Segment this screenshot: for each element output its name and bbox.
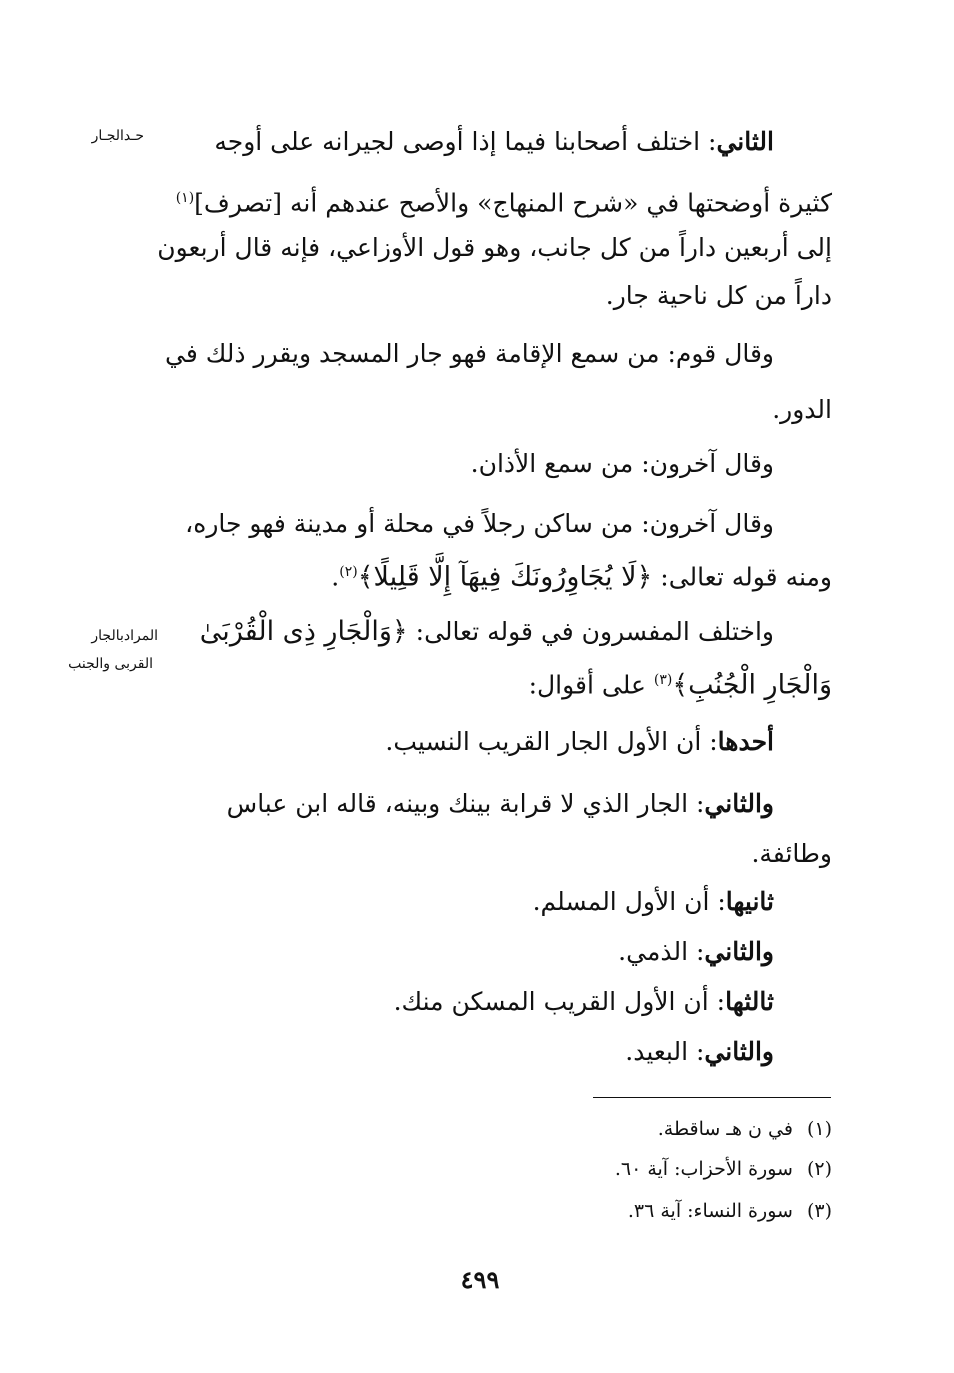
paragraph-line — [394, 982, 774, 1022]
paragraph-line — [385, 722, 774, 762]
margin-note-mid: المرادبالجار — [91, 628, 158, 644]
footnote-text: سورة الأحزاب: آية ٦٠. — [614, 1158, 793, 1180]
quran-verse: ﴿وَالْجَارِ ذِى الْقُرْبَىٰ — [199, 616, 408, 647]
margin-note-mid-2: القربى والجنب — [68, 656, 153, 672]
line-text: : أن الأول المسلم. — [532, 887, 726, 916]
paragraph-lead: والثاني — [704, 1037, 774, 1066]
paragraph-line — [200, 612, 774, 652]
paragraph-line — [533, 882, 774, 922]
paragraph-lead: والثاني — [704, 789, 774, 818]
line-text: : الجار الذي لا قرابة بينك وبينه، قاله ابن عباس — [226, 789, 705, 818]
paragraph-lead: الثاني — [716, 127, 774, 156]
footnote-number: (٣) — [806, 1200, 832, 1222]
paragraph-line: وقال قوم: من سمع الإقامة فهو جار المسجد ويقرر ذلك في — [165, 339, 774, 368]
paragraph-lead: ثالثها — [725, 987, 774, 1016]
line-text: : اختلف أصحابنا فيما إذا أوصى لجيرانه على أوجه — [214, 127, 717, 156]
quran-verse: ﴿لَا يُجَاوِرُونَكَ فِيهَآ إِلَّا قَلِيلًا﴾ — [357, 561, 653, 593]
line-text: : البعيد. — [625, 1037, 705, 1066]
footnote-text: سورة النساء: آية ٣٦. — [627, 1200, 793, 1222]
paragraph-line — [529, 660, 832, 705]
footnote-item — [628, 1196, 832, 1226]
line-text: : أن الأول الجار القريب النسيب. — [385, 727, 718, 756]
paragraph-line — [176, 178, 832, 223]
quran-verse: وَالْجَارِ الْجُنُبِ﴾ — [672, 669, 832, 701]
paragraph-line: الدور. — [772, 395, 832, 424]
line-text: على أقوال: — [528, 670, 654, 700]
footnote-ref: (٢) — [339, 564, 358, 580]
line-text: : الذمي. — [618, 937, 705, 966]
line-text: : أن الأول القريب المسكن منك. — [393, 987, 726, 1016]
paragraph-line — [227, 784, 774, 824]
paragraph-line — [331, 552, 832, 597]
footnote-separator — [593, 1097, 831, 1098]
line-text: واختلف المفسرون في قوله تعالى: — [407, 617, 774, 646]
paragraph-line — [214, 122, 774, 162]
footnote-number: (١) — [806, 1118, 832, 1140]
footnote-ref: (١) — [175, 190, 195, 206]
footnote-ref: (٣) — [653, 672, 673, 688]
footnote-text: في ن هـ ساقطة. — [657, 1118, 793, 1140]
line-text: . — [331, 562, 340, 592]
footnote-item — [615, 1154, 832, 1184]
paragraph-lead: والثاني — [704, 937, 774, 966]
paragraph-line: إلى أربعين داراً من كل جانب، وهو قول الأوزاعي، فإنه قال أربعون — [157, 233, 832, 262]
line-text: ومنه قوله تعالى: — [652, 562, 832, 592]
paragraph-line: وطائفة. — [751, 839, 832, 868]
paragraph-line: وقال آخرون: من سمع الأذان. — [470, 449, 774, 478]
paragraph-line: وقال آخرون: من ساكن رجلاً في محلة أو مدينة فهو جاره، — [185, 509, 774, 538]
paragraph-lead: ثانيها — [725, 887, 774, 916]
paragraph-lead: أحدها — [717, 727, 774, 756]
page-number: ٤٩٩ — [460, 1265, 500, 1294]
margin-note-top: حـدالجـار — [91, 128, 144, 144]
footnote-number: (٢) — [806, 1158, 832, 1180]
paragraph-line — [618, 932, 774, 972]
paragraph-line: داراً من كل ناحية جار. — [605, 281, 832, 310]
paragraph-line — [625, 1032, 774, 1072]
line-text: كثيرة أوضحتها في «شرح المنهاج» والأصح عندهم أنه [تصرف] — [194, 188, 832, 218]
footnote-item — [658, 1114, 832, 1144]
